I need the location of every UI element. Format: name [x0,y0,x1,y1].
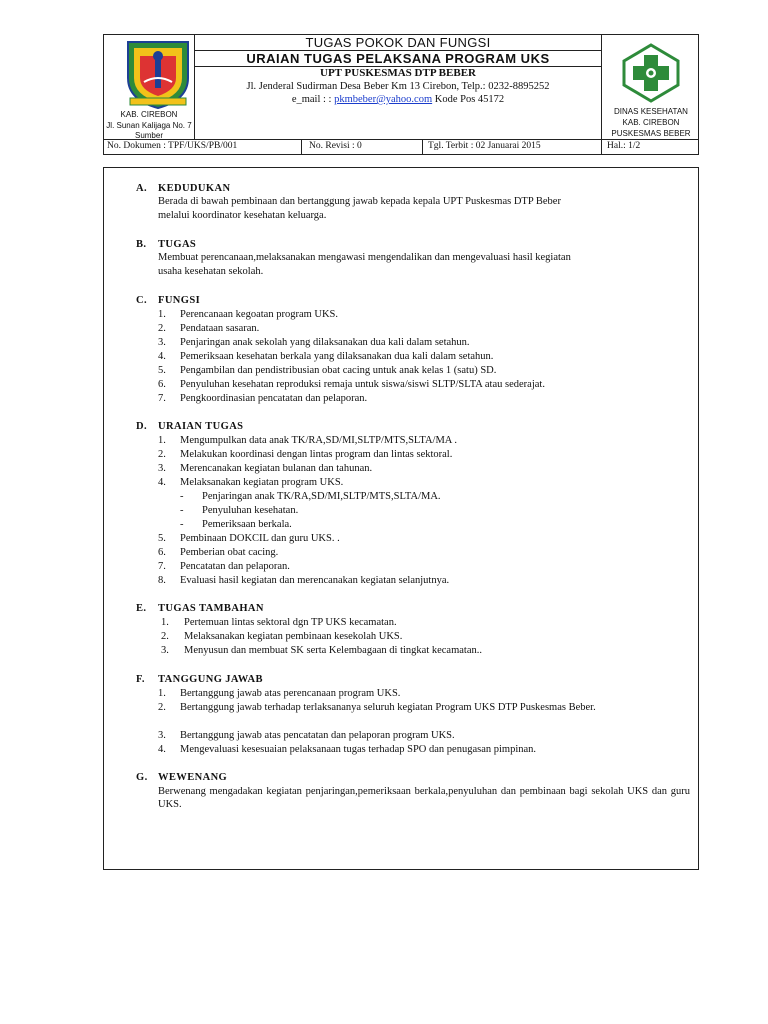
logo-caption: Jl. Sunan Kalijaga No. 7 [106,121,192,130]
list-item: Evaluasi hasil kegiatan dan merencanakan kegiatan selanjutnya. [180,575,450,586]
section-text: Berwenang mengadakan kegiatan penjaringan,pemeriksaan berkala,penyuluhan dan pembinaan bagi sekolah UKS dan guru UKS. [158,786,690,810]
list-item: Pemberian obat cacing. [180,547,279,558]
list-number: 2. [158,323,166,334]
section-heading: KEDUDUKAN [158,183,231,194]
list-number: 1. [161,617,169,628]
sublist-item: Pemeriksaan berkala. [202,519,292,530]
document-body [103,167,699,870]
list-number: 3. [158,337,166,348]
list-item: Pembinaan DOKCIL dan guru UKS. . [180,533,340,544]
sublist-bullet: - [180,505,184,516]
postal-code: Kode Pos 45172 [432,94,505,105]
kabupaten-cirebon-crest-icon [124,38,192,110]
page-subtitle: URAIAN TUGAS PELAKSANA PROGRAM UKS [246,51,550,66]
info-divider [601,140,602,154]
section-letter: E. [136,603,147,614]
section-heading: TANGGUNG JAWAB [158,674,263,685]
list-item: Melakukan koordinasi dengan lintas program dan lintas sektoral. [180,449,453,460]
list-number: 6. [158,547,166,558]
section-text: Membuat perencanaan,melaksanakan mengawasi mengendalikan dan mengevaluasi hasil kegiatan [158,252,571,263]
list-item: Menyusun dan membuat SK serta Kelembagaan di tingkat kecamatan.. [184,645,482,656]
puskesmas-cross-icon [622,43,680,103]
document-info-row [103,140,699,155]
list-number: 8. [158,575,166,586]
list-item: Mengumpulkan data anak TK/RA,SD/MI,SLTP/MTS,SLTA/MA . [180,435,458,446]
list-item: Mengevaluasi kesesuaian pelaksanaan tugas terhadap SPO dan penugasan pimpinan. [180,744,537,755]
section-letter: F. [136,674,145,685]
list-number: 1. [158,435,166,446]
section-text: Berada di bawah pembinaan dan bertanggung jawab kepada kepala UPT Puskesmas DTP Beber [158,196,561,207]
agency-caption: PUSKESMAS BEBER [611,129,691,138]
email-label: e_mail : : [291,94,335,105]
list-item: Merencanakan kegiatan bulanan dan tahunan. [180,463,373,474]
list-number: 5. [158,365,166,376]
page-number: Hal.: 1/2 [607,141,641,151]
list-number: 3. [158,730,166,741]
logo-caption: KAB. CIREBON [120,110,178,119]
list-number: 7. [158,393,166,404]
list-item: Bertanggung jawab atas pencatatan dan pelaporan program UKS. [180,730,455,741]
sublist-bullet: - [180,491,184,502]
list-item: Melaksanakan kegiatan program UKS. [180,477,344,488]
issue-date: Tgl. Terbit : 02 Januarai 2015 [428,141,541,151]
page-title: TUGAS POKOK DAN FUNGSI [305,35,491,50]
sublist-bullet: - [180,519,184,530]
list-item: Pemeriksaan kesehatan berkala yang dilaksanakan dua kali dalam setahun. [180,351,494,362]
list-number: 4. [158,744,166,755]
list-item: Melaksanakan kegiatan pembinaan kesekolah UKS. [184,631,403,642]
list-item: Bertanggung jawab atas perencanaan program UKS. [180,688,401,699]
document-number: No. Dokumen : TPF/UKS/PB/001 [107,141,238,151]
list-item: Pertemuan lintas sektoral dgn TP UKS kecamatan. [184,617,397,628]
section-heading: TUGAS [158,239,197,250]
list-number: 7. [158,561,166,572]
list-number: 3. [161,645,169,656]
section-heading: TUGAS TAMBAHAN [158,603,264,614]
section-heading: FUNGSI [158,295,201,306]
list-item: Penyuluhan kesehatan reproduksi remaja untuk siswa/siswi SLTP/SLTA atau sederajat. [180,379,545,390]
agency-caption: DINAS KESEHATAN [614,107,688,116]
section-letter: D. [136,421,148,432]
info-divider [422,140,423,154]
sublist-item: Penyuluhan kesehatan. [202,505,299,516]
section-letter: C. [136,295,148,306]
list-number: 2. [158,449,166,460]
section-heading: URAIAN TUGAS [158,421,244,432]
list-item: Bertanggung jawab terhadap terlaksananya seluruh kegiatan Program UKS DTP Puskesmas Beber. [180,702,596,713]
list-number: 1. [158,688,166,699]
agency-caption: KAB. CIREBON [622,118,680,127]
list-number: 4. [158,477,166,488]
list-number: 3. [158,463,166,474]
contact-line [194,94,602,105]
sublist-item: Penjaringan anak TK/RA,SD/MI,SLTP/MTS,SLTA/MA. [202,491,441,502]
list-number: 6. [158,379,166,390]
list-item: Penjaringan anak sekolah yang dilaksanakan dua kali dalam setahun. [180,337,470,348]
list-item: Pengambilan dan pendistribusian obat cacing untuk anak kelas 1 (satu) SD. [180,365,497,376]
list-item: Pencatatan dan pelaporan. [180,561,290,572]
document-header [103,34,699,140]
list-number: 1. [158,309,166,320]
list-item: Pengkoordinasian pencatatan dan pelaporan. [180,393,368,404]
organization-name: UPT PUSKESMAS DTP BEBER [320,67,476,79]
email-link[interactable]: pkmbeber@yahoo.com [334,94,433,105]
revision-number: No. Revisi : 0 [309,141,362,151]
list-number: 5. [158,533,166,544]
section-letter: G. [136,772,148,783]
section-heading: WEWENANG [158,772,228,783]
organization-address: Jl. Jenderal Sudirman Desa Beber Km 13 Cirebon, Telp.: 0232-8895252 [246,81,550,92]
list-item: Pendataan sasaran. [180,323,260,334]
section-text: melalui koordinator kesehatan keluarga. [158,210,327,221]
section-text: usaha kesehatan sekolah. [158,266,264,277]
list-number: 2. [161,631,169,642]
logo-caption: Sumber [134,131,163,140]
section-letter: A. [136,183,148,194]
list-number: 4. [158,351,166,362]
section-letter: B. [136,239,147,250]
list-item: Perencanaan kegoatan program UKS. [180,309,339,320]
list-number: 2. [158,702,166,713]
info-divider [301,140,302,154]
